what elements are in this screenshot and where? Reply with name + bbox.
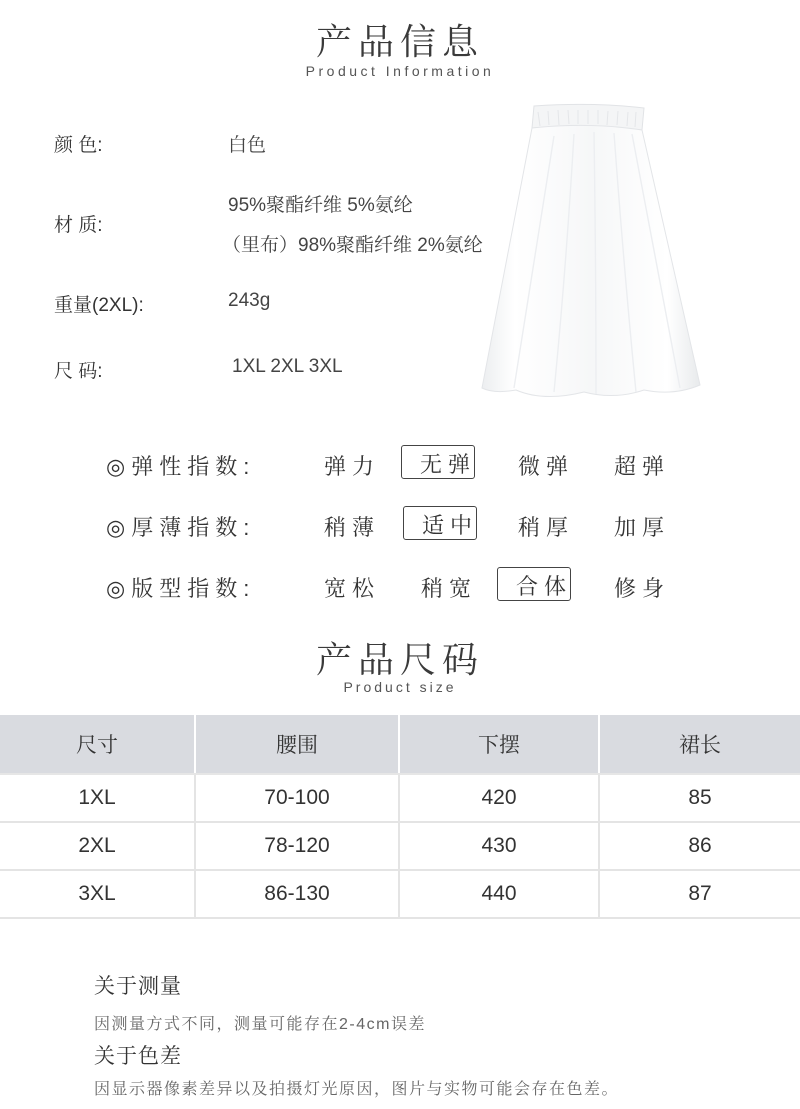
product-info-header — [0, 14, 800, 79]
size-value: 1XL 2XL 3XL — [232, 356, 343, 377]
skirt-product-image — [474, 100, 710, 405]
fit-index-row — [106, 566, 706, 606]
cell-hem: 430 — [399, 822, 599, 870]
color-note-text: 因显示器像素差异以及拍摄灯光原因，图片与实物可能会存在色差。 — [94, 1081, 620, 1098]
cell-size: 1XL — [0, 774, 195, 822]
size-table-header-row — [0, 714, 800, 774]
header-length: 裙长 — [599, 714, 800, 774]
table-row — [0, 774, 800, 822]
thickness-option-4: 加厚 — [614, 515, 671, 540]
header-waist: 腰围 — [195, 714, 399, 774]
thickness-option-3: 稍厚 — [518, 515, 575, 540]
elasticity-option-1: 弹力 — [324, 454, 381, 479]
thickness-index-label: ◎厚薄指数: — [106, 515, 256, 540]
cell-length: 85 — [599, 774, 800, 822]
color-label: 颜 色: — [54, 135, 103, 156]
cell-waist: 78-120 — [195, 822, 399, 870]
table-row — [0, 870, 800, 918]
measure-note-heading: 关于测量 — [94, 975, 182, 998]
fit-option-1: 宽松 — [324, 576, 381, 601]
elasticity-index-label: ◎弹性指数: — [106, 454, 256, 479]
thickness-option-2-selected: 适中 — [403, 506, 477, 540]
cell-hem: 420 — [399, 774, 599, 822]
material-label: 材 质: — [54, 215, 103, 236]
elasticity-option-4: 超弹 — [614, 454, 671, 479]
product-info-subtitle: Product Information — [305, 63, 495, 79]
cell-waist: 70-100 — [195, 774, 399, 822]
cell-length: 86 — [599, 822, 800, 870]
color-note-heading: 关于色差 — [94, 1045, 182, 1068]
product-info-title: 产品信息 — [315, 21, 484, 62]
color-value: 白色 — [228, 135, 267, 156]
elasticity-option-3: 微弹 — [518, 454, 575, 479]
size-label: 尺 码: — [54, 361, 103, 382]
header-size: 尺寸 — [0, 714, 195, 774]
size-table — [0, 713, 800, 919]
elasticity-index-row — [106, 444, 706, 484]
fit-option-3-selected: 合体 — [497, 567, 571, 601]
header-hem: 下摆 — [399, 714, 599, 774]
fit-index-label: ◎版型指数: — [106, 576, 256, 601]
product-size-title: 产品尺码 — [315, 639, 484, 680]
fit-option-2: 稍宽 — [421, 576, 478, 601]
weight-label: 重量(2XL): — [54, 295, 144, 316]
weight-value: 243g — [228, 290, 271, 311]
fit-option-4: 修身 — [614, 576, 671, 601]
product-size-header — [0, 632, 800, 695]
material-value-outer: 95%聚酯纤维 5%氨纶 — [228, 195, 413, 216]
thickness-index-row — [106, 505, 706, 545]
cell-waist: 86-130 — [195, 870, 399, 918]
measure-note-text: 因测量方式不同，测量可能存在2-4cm误差 — [94, 1016, 426, 1033]
cell-hem: 440 — [399, 870, 599, 918]
elasticity-option-2-selected: 无弹 — [401, 445, 475, 479]
cell-size: 3XL — [0, 870, 195, 918]
material-value-lining: （里布）98%聚酯纤维 2%氨纶 — [222, 235, 483, 256]
table-row — [0, 822, 800, 870]
product-size-subtitle: Product size — [343, 679, 457, 695]
cell-size: 2XL — [0, 822, 195, 870]
cell-length: 87 — [599, 870, 800, 918]
thickness-option-1: 稍薄 — [324, 515, 381, 540]
